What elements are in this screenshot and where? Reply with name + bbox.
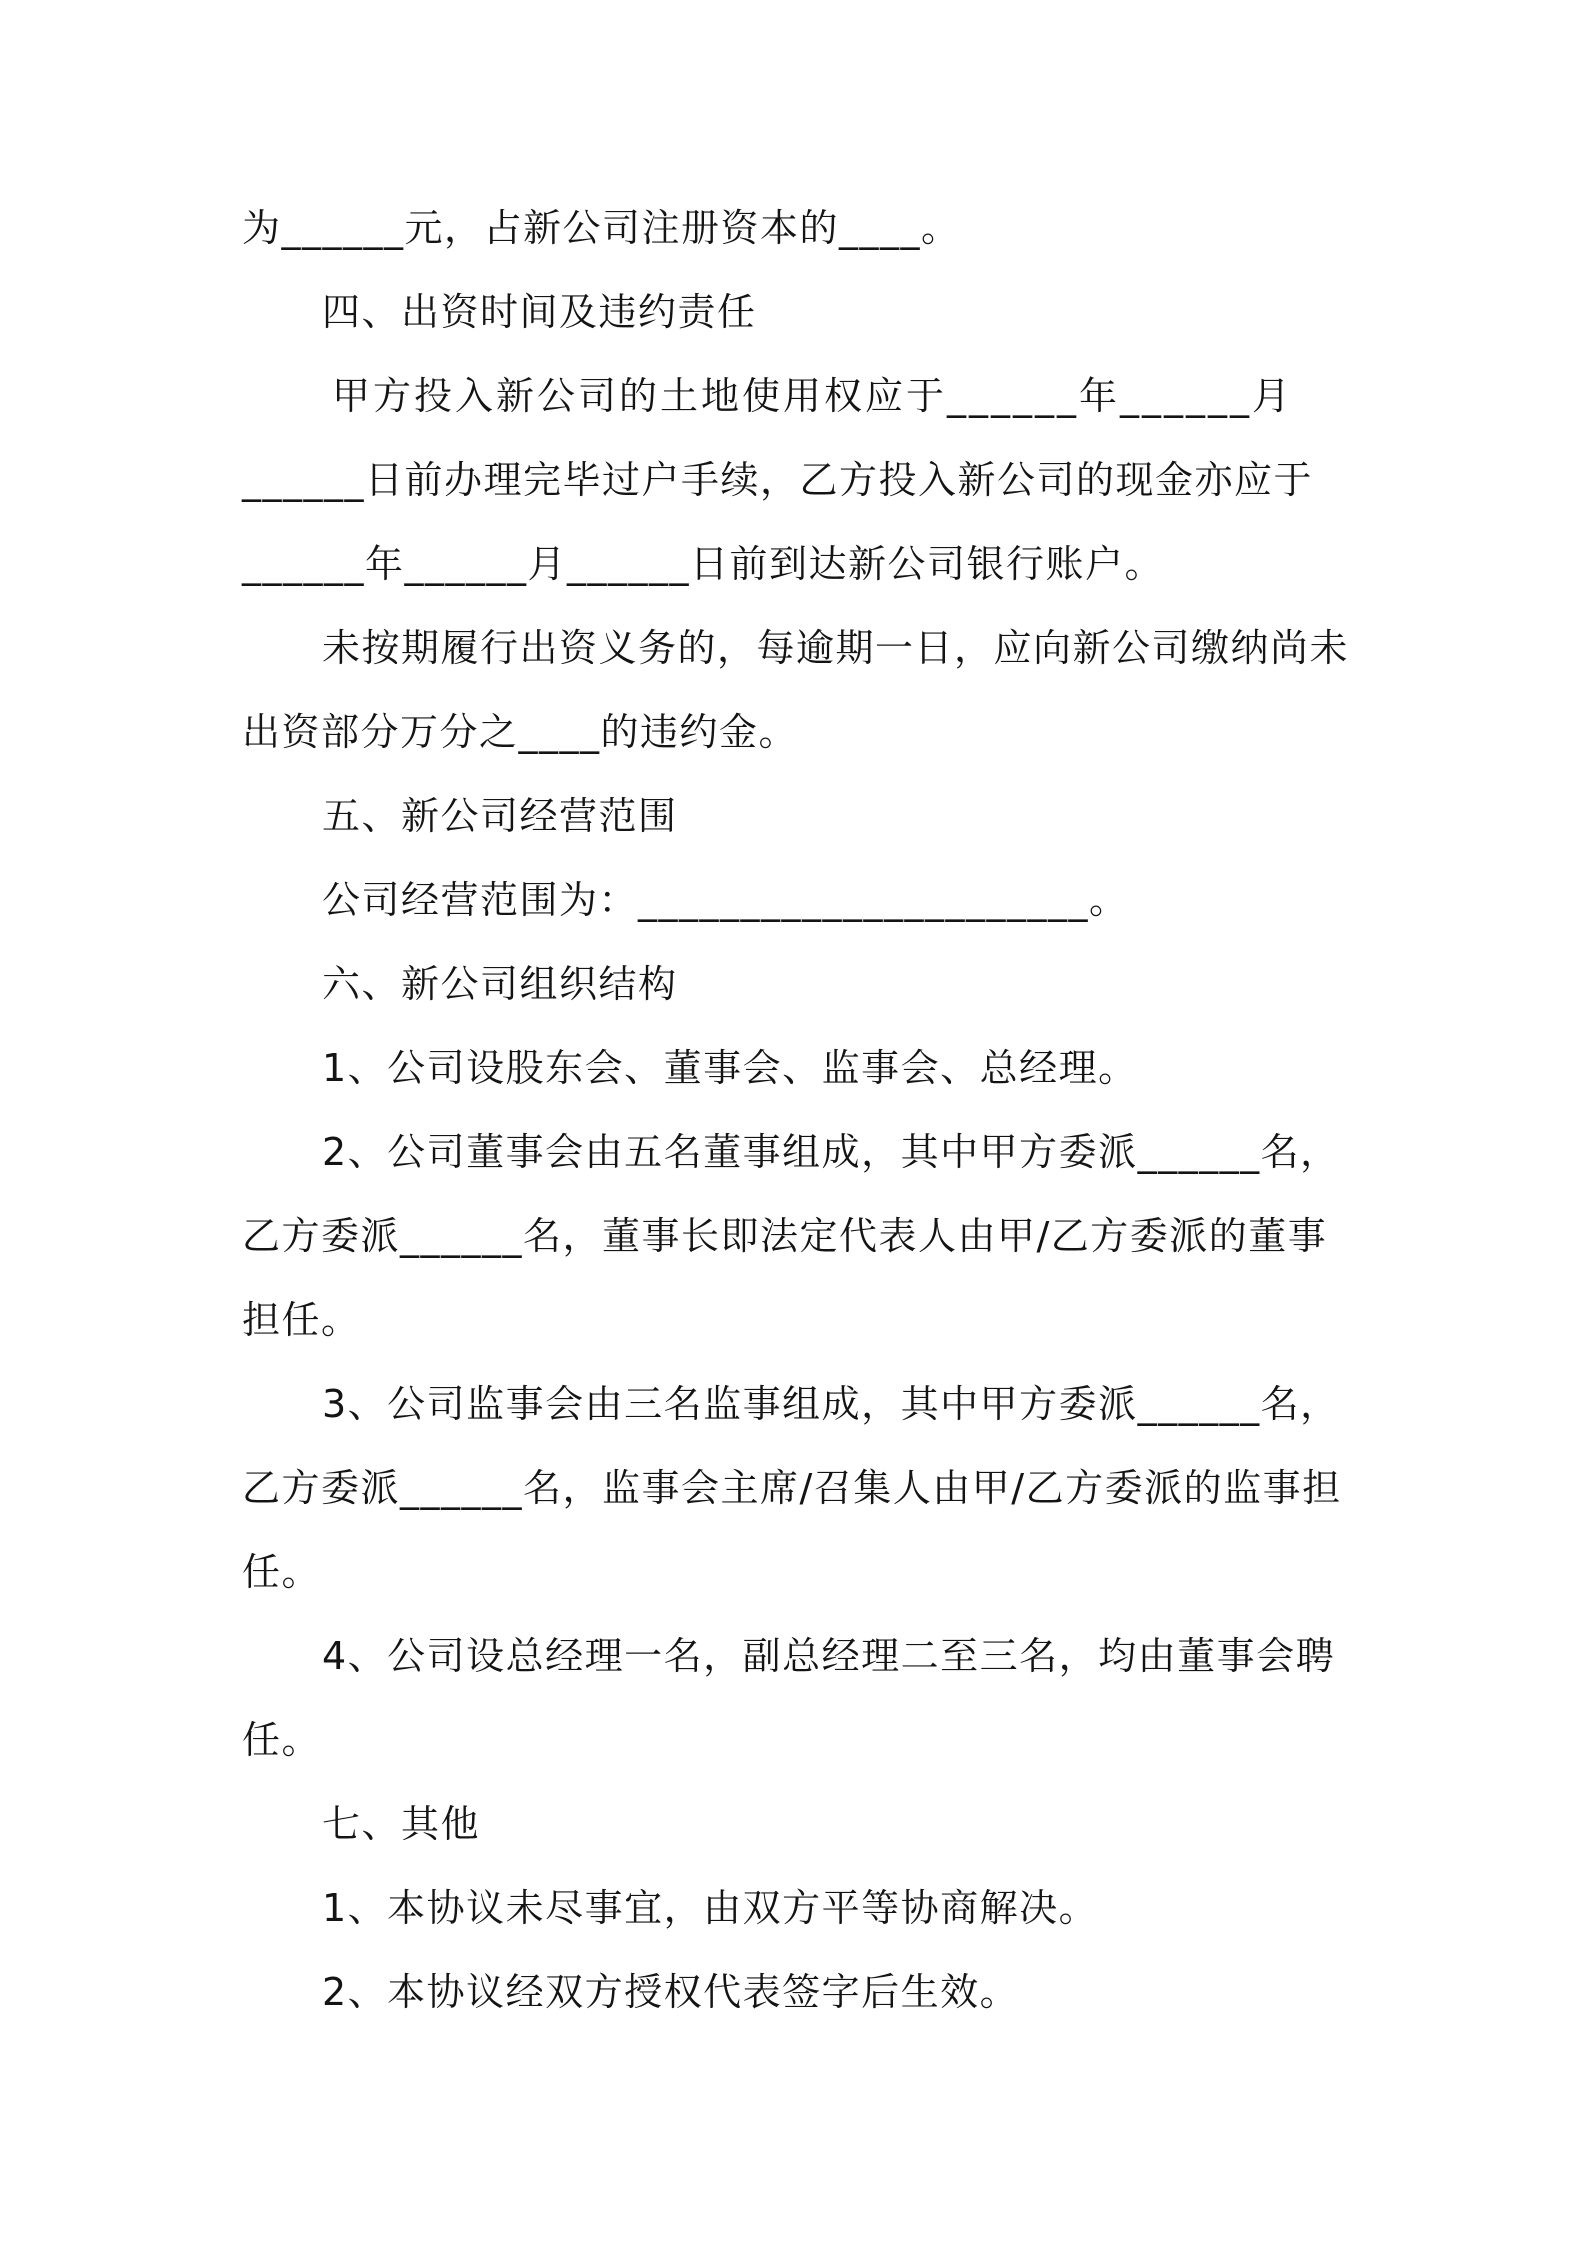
text-line: 为______元，占新公司注册资本的____。 bbox=[242, 206, 961, 250]
text-line: 乙方委派______名，监事会主席/召集人由甲/乙方委派的监事担 bbox=[242, 1466, 1342, 1510]
text-line: ______日前办理完毕过户手续，乙方投入新公司的现金亦应于 bbox=[242, 458, 1314, 502]
section-heading: 四、出资时间及违约责任 bbox=[322, 290, 757, 334]
text-line: 1、本协议未尽事宜，由双方平等协商解决。 bbox=[322, 1886, 1099, 1930]
section-heading: 六、新公司组织结构 bbox=[322, 962, 678, 1006]
section-heading: 七、其他 bbox=[322, 1802, 481, 1846]
text-line: 4、公司设总经理一名，副总经理二至三名，均由董事会聘 bbox=[322, 1634, 1336, 1678]
text-line: 甲方投入新公司的土地使用权应于______年______月 bbox=[332, 374, 1294, 418]
text-line: 3、公司监事会由三名监事组成，其中甲方委派______名， bbox=[322, 1382, 1340, 1426]
section-heading: 五、新公司经营范围 bbox=[322, 794, 678, 838]
text-line: 未按期履行出资义务的，每逾期一日，应向新公司缴纳尚未 bbox=[322, 626, 1350, 670]
text-line: 任。 bbox=[242, 1550, 322, 1594]
text-line: 担任。 bbox=[242, 1298, 361, 1342]
text-line: 2、本协议经双方授权代表签字后生效。 bbox=[322, 1970, 1020, 2014]
text-line: 2、公司董事会由五名董事组成，其中甲方委派______名， bbox=[322, 1130, 1340, 1174]
text-line: 任。 bbox=[242, 1718, 322, 1762]
text-line: 乙方委派______名，董事长即法定代表人由甲/乙方委派的董事 bbox=[242, 1214, 1328, 1258]
text-line: 公司经营范围为：______________________。 bbox=[322, 878, 1129, 922]
text-line: ______年______月______日前到达新公司银行账户。 bbox=[242, 542, 1165, 586]
text-line: 1、公司设股东会、董事会、监事会、总经理。 bbox=[322, 1046, 1138, 1090]
text-line: 出资部分万分之____的违约金。 bbox=[242, 710, 799, 754]
